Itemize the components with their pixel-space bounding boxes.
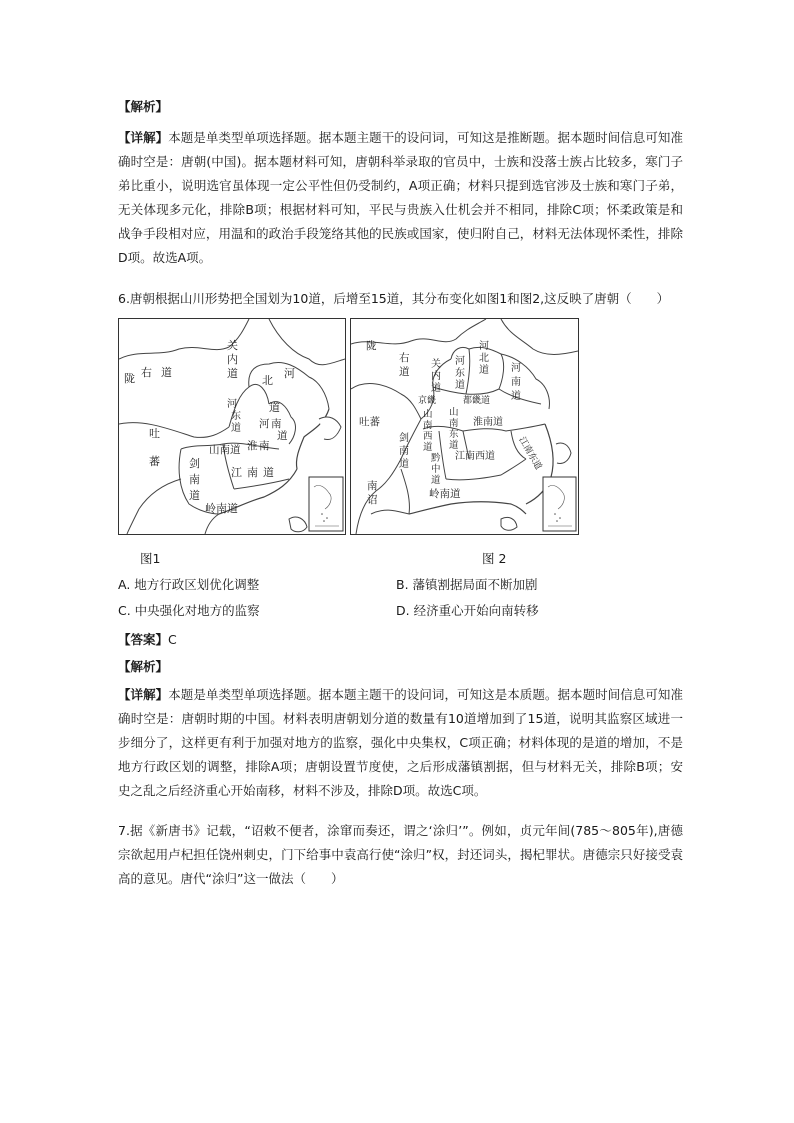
q6-detail-tag: 【详解】 xyxy=(118,687,169,702)
map2-label: 南 xyxy=(423,420,433,431)
map1-label: 南 xyxy=(259,440,270,452)
map2-label: 东 xyxy=(455,368,465,379)
map2-label: 道 xyxy=(399,366,410,378)
map1-label: 江 xyxy=(231,466,242,479)
map1-label: 道 xyxy=(231,423,241,434)
map1-label: 吐 xyxy=(149,427,160,440)
map2-label: 南 xyxy=(449,418,459,429)
map2-label: 河 xyxy=(511,363,521,374)
map2-label: 道 xyxy=(431,475,441,486)
map1-label: 陇 xyxy=(124,372,135,385)
map2-label: 道 xyxy=(455,380,465,391)
map2-label: 岭南道 xyxy=(429,488,461,500)
map2-label: 道 xyxy=(511,391,521,402)
map1-label: 道 xyxy=(189,489,200,502)
map1-label: 河 xyxy=(227,399,237,410)
map2-label: 道 xyxy=(399,459,409,470)
map2-label: 都畿道 xyxy=(463,396,491,406)
q6-detail-text: 本题是单类型单项选择题。据本题主题干的设问词，可知这是本质题。据本题时间信息可知准确时空是：唐朝时期的中国。材料表明唐朝划分道的数量有10道增加到了15道，说明其监察区域进一步细分了，这样更有利于加强对地方的监察，强化中央集权，C项正确；材料体现的是道的增加，不是地方行政区划的调整，排除A项；唐朝设置节度使，之后形成藩镇割据，但与材料无关，排除B项；安史之乱之后经济重心开始南移，材料不涉及，排除D项。故选C项。 xyxy=(118,687,683,798)
map-2-caption: 图 2 xyxy=(482,551,507,566)
q6-answer-value: C xyxy=(168,632,177,647)
map2-label: 河 xyxy=(479,341,489,352)
map2-label: 江南西道 xyxy=(455,451,495,462)
map2-label: 山 xyxy=(423,409,433,420)
map2-label: 西 xyxy=(423,431,433,442)
map2-label: 江南东道 xyxy=(516,435,544,472)
map2-label: 南 xyxy=(511,377,521,388)
map2-label: 道 xyxy=(479,365,489,376)
map2-label: 淮南道 xyxy=(473,417,503,428)
map1-label: 道 xyxy=(227,367,238,380)
map2-label: 道 xyxy=(423,442,433,453)
q6-analysis-heading xyxy=(118,655,683,679)
q5-detail-tag: 【详解】 xyxy=(118,130,169,145)
map1-label: 河 xyxy=(259,418,270,430)
map2-label: 东 xyxy=(449,429,459,440)
map2-label: 南 xyxy=(367,480,378,492)
map2-label: 关 xyxy=(431,359,441,370)
q6-stem: 6.唐朝根据山川形势把全国划为10道，后增至15道，其分布变化如图1和图2,这反映了唐朝（ ） xyxy=(118,291,670,306)
map1-label: 剑 xyxy=(189,457,200,470)
map1-label: 东 xyxy=(231,411,241,422)
map1-label: 道 xyxy=(277,430,288,442)
map2-label: 道 xyxy=(449,440,459,451)
map-2-drawing xyxy=(351,319,578,534)
map-1-drawing xyxy=(119,319,345,534)
map-figure-1 xyxy=(118,318,346,535)
map1-label: 山南道 xyxy=(209,444,241,456)
map2-label: 黔 xyxy=(431,453,441,464)
q5-detail-text: 本题是单类型单项选择题。据本题主题干的设问词，可知这是推断题。据本题时间信息可知准确时空是：唐朝(中国)。据本题材料可知，唐朝科举录取的官员中，士族和没落士族占比较多，寒门子弟比重小，说明选官虽体现一定公平性但仍受制约，A项正确；材料只提到选官涉及士族和寒门子弟，无关体现多元化，排除B项；根据材料可知，平民与贵族入仕机会并不相同，排除C项；怀柔政策是和战争手段相对应，用温和的政治手段笼络其他的民族或国家，使归附自己，材料无法体现怀柔性，排除D项。故选A项。 xyxy=(118,130,683,265)
q5-analysis-tag: 【解析】 xyxy=(118,99,169,114)
map2-label: 右 xyxy=(399,352,410,364)
map1-label: 河 xyxy=(284,367,295,380)
map2-label: 中 xyxy=(431,464,441,475)
map2-label: 陇 xyxy=(366,340,377,352)
map2-label: 剑 xyxy=(399,433,409,444)
q6-answer-tag: 【答案】 xyxy=(118,632,169,647)
option-a: A. 地方行政区划优化调整 xyxy=(118,577,260,592)
map2-label: 道 xyxy=(431,383,441,394)
map2-label: 京畿 xyxy=(418,396,437,406)
map1-label: 北 xyxy=(262,374,273,387)
q6-detail xyxy=(118,683,683,803)
map1-label: 蕃 xyxy=(149,455,160,468)
q6-answer xyxy=(118,628,683,652)
option-d: D. 经济重心开始向南转移 xyxy=(396,603,539,618)
map1-label: 右 xyxy=(141,366,152,379)
map-figure-2 xyxy=(350,318,579,535)
map2-label: 山 xyxy=(449,407,459,418)
map-1-caption: 图1 xyxy=(140,551,161,566)
map1-label: 关 xyxy=(227,339,238,352)
map1-label: 岭南道 xyxy=(205,502,238,515)
map1-label: 淮 xyxy=(247,440,258,452)
map1-label: 内 xyxy=(227,353,238,366)
map1-label: 道 xyxy=(161,366,172,379)
map2-label: 吐蕃 xyxy=(359,416,380,428)
option-b: B. 藩镇割据局面不断加剧 xyxy=(396,577,538,592)
map2-label: 诏 xyxy=(367,494,378,506)
q6-analysis-tag: 【解析】 xyxy=(118,659,169,674)
map1-label: 道 xyxy=(269,401,280,414)
map2-label: 南 xyxy=(399,446,409,457)
q7-stem: 7.据《新唐书》记载，“诏敕不便者，涂窜而奏还，谓之‘涂归’”。例如，贞元年间(785～805年),唐德宗欲起用卢杞担任饶州刺史，门下给事中袁高行使“涂归”权，封还词头，揭杞罪状。唐德宗只好接受袁高的意见。唐代“涂归”这一做法（ ） xyxy=(118,823,683,886)
map2-label: 河 xyxy=(455,356,465,367)
map2-label: 北 xyxy=(479,353,489,364)
q5-analysis-heading xyxy=(118,95,683,119)
option-c: C. 中央强化对地方的监察 xyxy=(118,603,260,618)
map1-label: 道 xyxy=(263,466,274,479)
map1-label: 南 xyxy=(189,473,200,486)
map1-label: 南 xyxy=(271,418,282,430)
q5-detail xyxy=(118,126,683,270)
map1-label: 南 xyxy=(247,466,258,479)
map2-label: 内 xyxy=(431,371,441,382)
